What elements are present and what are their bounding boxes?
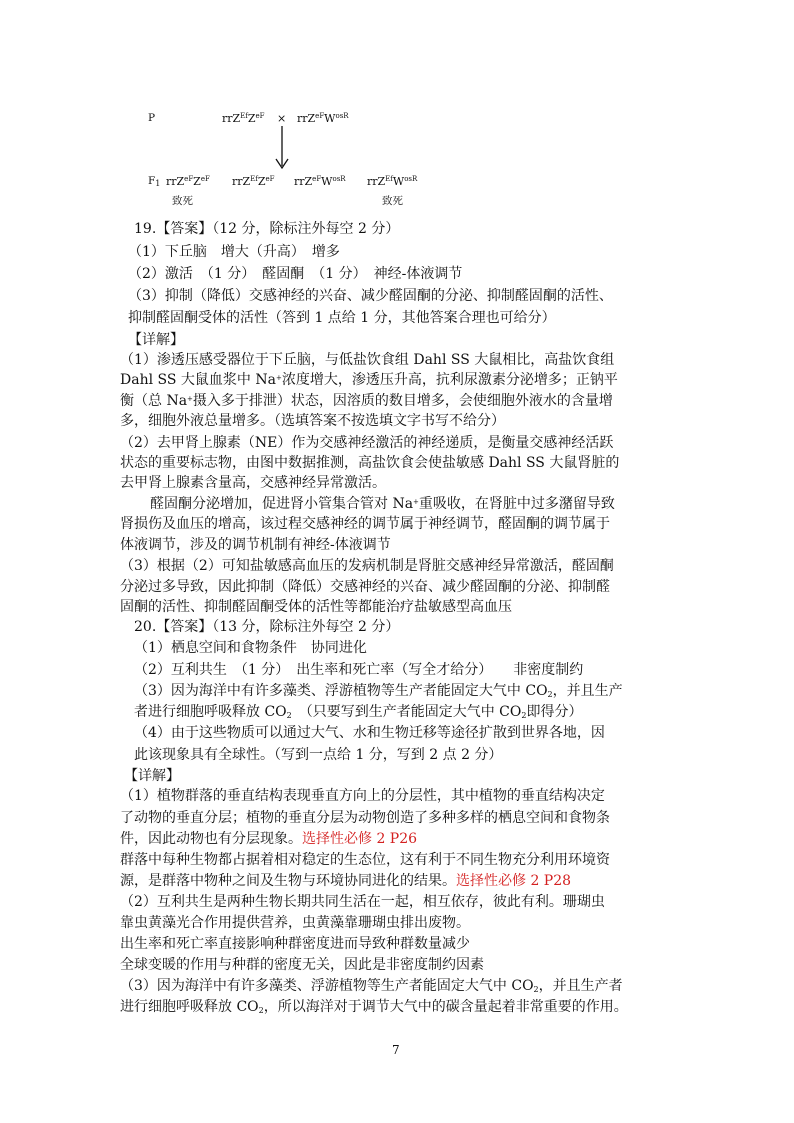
offspring-genotype-3: $rrZ^{eF}W^{osR}$ (294, 175, 346, 188)
q19-explanation-text: （2）去甲肾上腺素（NE）作为交感神经激活的神经递质，是衡量交感神经活跃 (120, 435, 614, 451)
q20-answer-3-cont: 者进行细胞呼吸释放 $CO_2$ （只要写到生产者能固定大气中 $CO_2$即得分） (134, 704, 583, 720)
generation-p-label: P (148, 112, 156, 124)
q19-explanation-heading: 【详解】 (128, 332, 184, 348)
parent-female-genotype: $rrZ^{Ef}Z^{eF}$ (222, 112, 265, 125)
q20-answer-1: （1）栖息空间和食物条件 协同进化 (134, 640, 367, 656)
cross-arrow (273, 126, 291, 172)
generation-f1-label: $F_1$ (148, 175, 161, 188)
q20-explanation-text: 出生率和死亡率直接影响种群密度进而导致种群数量减少 (120, 936, 470, 952)
lethal-label-2: 致死 (382, 195, 403, 207)
q19-explanation-text: 去甲肾上腺素含量高，交感神经异常激活。 (120, 475, 386, 491)
q19-explanation-text: Dahl SS 大鼠血浆中 Na+浓度增大，渗透压升高，抗利尿激素分泌增多；正钠平 (120, 372, 618, 388)
q20-answer-4: （4）由于这些物质可以通过大气、水和生物迁移等途径扩散到世界各地，因 (134, 725, 605, 741)
q19-explanation-text: 醛固酮分泌增加，促进肾小管集合管对 Na+重吸收，在肾脏中过多潴留导致 (150, 496, 615, 512)
q20-answer-2: （2）互利共生 （1 分） 出生率和死亡率（写全才给分） 非密度制约 (134, 662, 584, 678)
q19-answer-2: （2）激活 （1 分） 醛固酮 （1 分） 神经-体液调节 (128, 266, 463, 282)
q19-explanation-text: 衡（总 Na+摄入多于排泄）状态，因溶质的数目增多，会使细胞外液水的含量增 (120, 393, 613, 409)
q20-explanation-text: 进行细胞呼吸释放 $CO_2$，所以海洋对于调节大气中的碳含量起着非常重要的作用。 (120, 999, 628, 1015)
q20-explanation-text: 了动物的垂直分层；植物的垂直分层为动物创造了多种多样的栖息空间和食物条 (120, 810, 610, 826)
lethal-label-1: 致死 (172, 195, 193, 207)
q20-explanation-text: 源，是群落中物种之间及生物与环境协同进化的结果。选择性必修 2 P28 (120, 873, 572, 889)
q19-explanation-text: 固酮的活性、抑制醛固酮受体的活性等都能治疗盐敏感型高血压 (120, 599, 512, 615)
q19-explanation-text: 状态的重要标志物，由图中数据推测，高盐饮食会使盐敏感 Dahl SS 大鼠肾脏的 (120, 455, 620, 471)
page-number: 7 (392, 1043, 400, 1057)
q20-explanation-heading: 【详解】 (124, 768, 180, 784)
q20-explanation-text: 靠虫黄藻光合作用提供营养，虫黄藻靠珊瑚虫排出废物。 (120, 915, 470, 931)
q19-answer-3: （3）抑制（降低）交感神经的兴奋、减少醛固酮的分泌、抑制醛固酮的活性、 (128, 288, 613, 304)
cross-symbol: × (277, 112, 287, 125)
q20-answer-4-cont: 此该现象具有全球性。（写到一点给 1 分，写到 2 点 2 分） (134, 747, 503, 763)
q19-answer-3-cont: 抑制醛固酮受体的活性（答到 1 点给 1 分，其他答案合理也可给分） (128, 310, 556, 326)
q19-explanation-text: （1）渗透压感受器位于下丘脑，与低盐饮食组 Dahl SS 大鼠相比，高盐饮食组 (120, 352, 615, 368)
q20-explanation-text: 全球变暖的作用与种群的密度无关，因此是非密度制约因素 (120, 957, 484, 973)
q19-explanation-text: 多，细胞外液总量增多。（选填答案不按选填文字书写不给分） (120, 413, 505, 429)
q19-explanation-text: （3）根据（2）可知盐敏感高血压的发病机制是肾脏交感神经异常激活，醛固酮 (120, 558, 614, 574)
q19-answer-heading: 19.【答案】（12 分，除标注外每空 2 分） (134, 221, 400, 237)
q19-explanation-text: 体液调节，涉及的调节机制有神经-体液调节 (120, 537, 391, 553)
q19-explanation-text: 肾损伤及血压的增高，该过程交感神经的调节属于神经调节，醛固酮的调节属于 (120, 516, 610, 532)
q19-answer-1: （1）下丘脑 增大（升高） 增多 (128, 244, 340, 260)
parent-male-genotype: $rrZ^{eF}W^{osR}$ (297, 112, 349, 125)
offspring-genotype-1: $rrZ^{eF}Z^{eF}$ (166, 175, 210, 188)
offspring-genotype-2: $rrZ^{Ef}Z^{eF}$ (232, 175, 275, 188)
q20-explanation-text: （1）植物群落的垂直结构表现垂直方向上的分层性，其中植物的垂直结构决定 (120, 788, 605, 804)
q20-explanation-text: 件，因此动物也有分层现象。选择性必修 2 P26 (120, 831, 418, 847)
q20-answer-3: （3）因为海洋中有许多藻类、浮游植物等生产者能固定大气中 $CO_2$，并且生产 (134, 683, 623, 699)
q20-explanation-text: （2）互利共生是两种生物长期共同生活在一起，相互依存，彼此有利。珊瑚虫 (120, 894, 605, 910)
offspring-genotype-4: $rrZ^{Ef}W^{osR}$ (367, 175, 418, 188)
q20-explanation-text: （3）因为海洋中有许多藻类、浮游植物等生产者能固定大气中 $CO_2$，并且生产者 (120, 978, 623, 994)
q20-explanation-text: 群落中每种生物都占据着相对稳定的生态位，这有利于不同生物充分利用环境资 (120, 852, 610, 868)
q20-answer-heading: 20.【答案】（13 分，除标注外每空 2 分） (134, 619, 400, 635)
q19-explanation-text: 分泌过多导致，因此抑制（降低）交感神经的兴奋、减少醛固酮的分泌、抑制醛 (120, 579, 610, 595)
